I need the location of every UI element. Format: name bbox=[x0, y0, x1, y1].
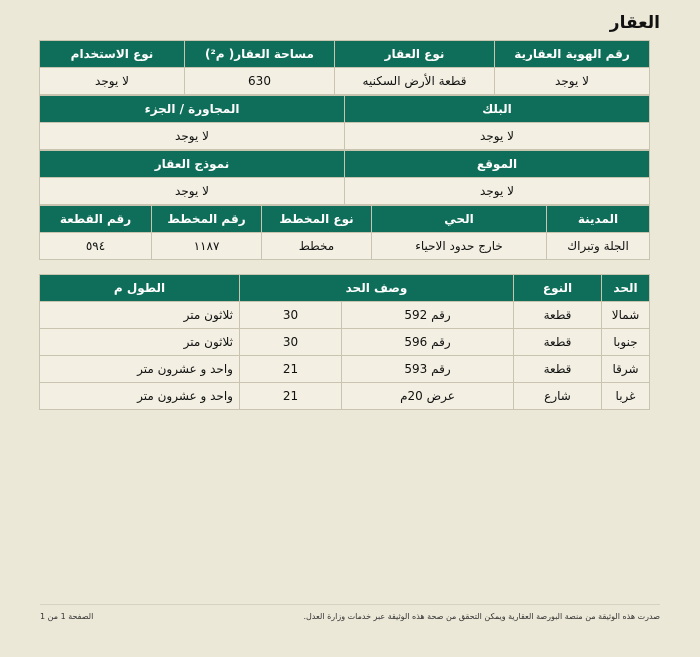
boundaries-table bbox=[39, 274, 650, 410]
boundary-length-text: واحد و عشرون متر bbox=[39, 383, 239, 410]
boundary-direction: شرقا bbox=[602, 356, 650, 383]
value-block: لا يوجد bbox=[345, 123, 650, 150]
boundary-length-text: واحد و عشرون متر bbox=[39, 356, 239, 383]
footer-divider bbox=[40, 604, 660, 605]
header-city: المدينة bbox=[547, 206, 650, 233]
boundary-length: 21 bbox=[239, 356, 341, 383]
table-row bbox=[39, 302, 649, 329]
header-neighborhood-part: المجاورة / الجزء bbox=[40, 96, 345, 123]
boundary-direction: غربا bbox=[602, 383, 650, 410]
table-row bbox=[39, 329, 649, 356]
value-city: الجلة وتبراك bbox=[547, 233, 650, 260]
value-plot-number: ٥٩٤ bbox=[40, 233, 152, 260]
boundary-description: رقم 593 bbox=[342, 356, 514, 383]
page-number: الصفحة 1 من 1 bbox=[40, 612, 94, 621]
boundary-description: عرض 20م bbox=[342, 383, 514, 410]
header-boundary: الحد bbox=[602, 275, 650, 302]
header-property-model: نموذج العقار bbox=[40, 151, 345, 178]
boundary-length: 21 bbox=[239, 383, 341, 410]
location-table bbox=[39, 150, 650, 205]
value-property-id: لا يوجد bbox=[495, 68, 650, 95]
value-property-type: قطعة الأرض السكنيه bbox=[335, 68, 495, 95]
header-plan-type: نوع المخطط bbox=[262, 206, 372, 233]
property-info-table bbox=[39, 40, 650, 95]
footer-note: صدرت هذه الوثيقة من منصة البورصة العقارية ويمكن التحقق من صحة هذه الوثيقة عبر خدمات وزارة العدل. bbox=[303, 612, 660, 621]
boundary-type: قطعة bbox=[514, 329, 602, 356]
header-location: الموقع bbox=[345, 151, 650, 178]
header-boundary-description: وصف الحد bbox=[239, 275, 513, 302]
header-property-id: رقم الهوية العقارية bbox=[495, 41, 650, 68]
block-table bbox=[39, 95, 650, 150]
header-boundary-type: النوع bbox=[514, 275, 602, 302]
value-location: لا يوجد bbox=[345, 178, 650, 205]
header-usage-type: نوع الاستخدام bbox=[40, 41, 185, 68]
plan-table bbox=[39, 205, 650, 260]
boundary-length: 30 bbox=[239, 329, 341, 356]
section-title: العقار bbox=[609, 13, 660, 33]
boundary-description: رقم 592 bbox=[342, 302, 514, 329]
value-neighborhood-part: لا يوجد bbox=[40, 123, 345, 150]
boundary-type: قطعة bbox=[514, 356, 602, 383]
table-row bbox=[39, 356, 649, 383]
header-property-type: نوع العقار bbox=[335, 41, 495, 68]
value-property-model: لا يوجد bbox=[40, 178, 345, 205]
boundary-type: قطعة bbox=[514, 302, 602, 329]
value-plan-type: مخطط bbox=[262, 233, 372, 260]
value-area: 630 bbox=[185, 68, 335, 95]
footer bbox=[40, 612, 660, 626]
boundary-type: شارع bbox=[514, 383, 602, 410]
table-row bbox=[39, 383, 649, 410]
boundary-length-text: ثلاثون متر bbox=[39, 329, 239, 356]
header-block: البلك bbox=[345, 96, 650, 123]
value-district: خارج حدود الاحياء bbox=[372, 233, 547, 260]
boundary-description: رقم 596 bbox=[342, 329, 514, 356]
boundary-direction: جنوبا bbox=[602, 329, 650, 356]
boundary-length-text: ثلاثون متر bbox=[39, 302, 239, 329]
boundary-length: 30 bbox=[239, 302, 341, 329]
header-area: مساحة العقار( م²) bbox=[185, 41, 335, 68]
value-plan-number: ١١٨٧ bbox=[152, 233, 262, 260]
header-district: الحي bbox=[372, 206, 547, 233]
header-plot-number: رقم القطعة bbox=[40, 206, 152, 233]
header-length: الطول م bbox=[39, 275, 239, 302]
boundary-direction: شمالا bbox=[602, 302, 650, 329]
header-plan-number: رقم المخطط bbox=[152, 206, 262, 233]
value-usage-type: لا يوجد bbox=[40, 68, 185, 95]
